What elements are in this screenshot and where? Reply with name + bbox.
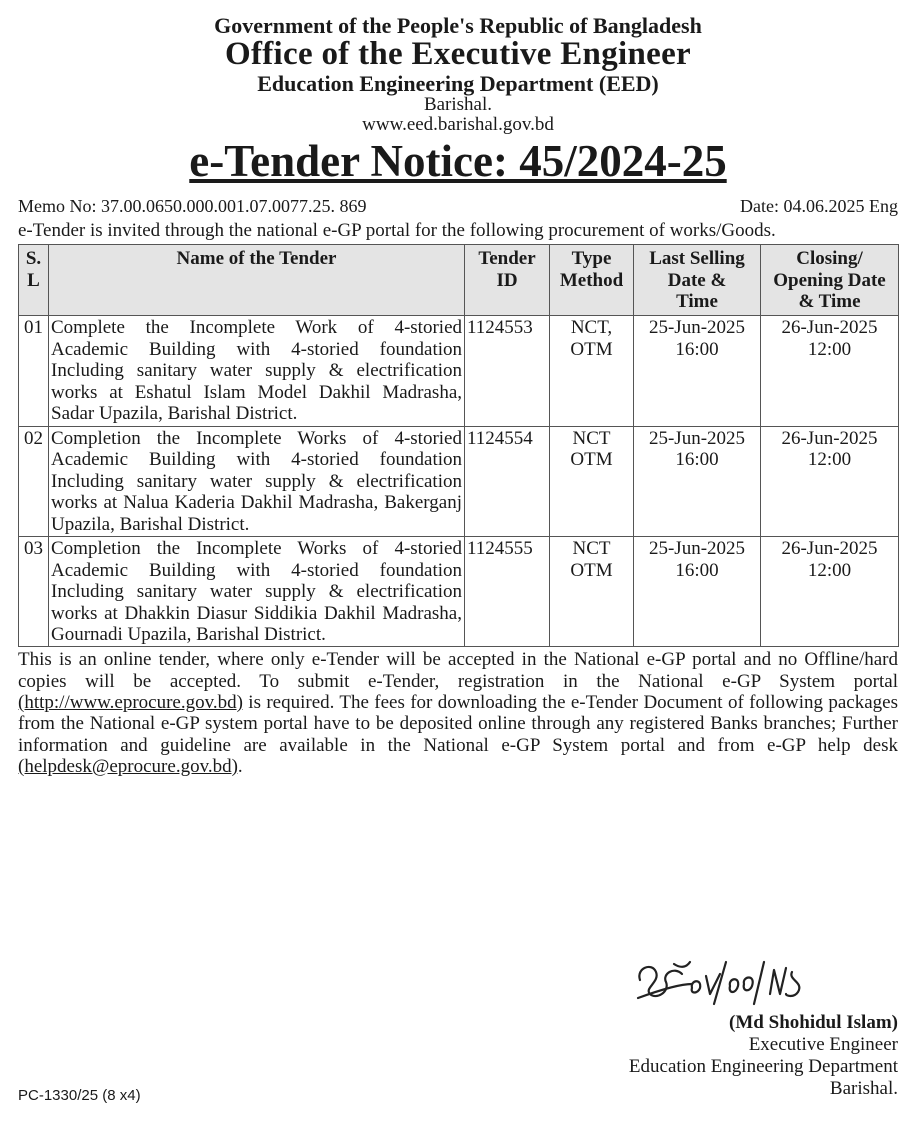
- row-tender-id: 1124553: [465, 316, 550, 426]
- header-closing-line3: & Time: [798, 290, 861, 312]
- row-type-method: [550, 537, 634, 647]
- row-type-line1: NCT,: [570, 317, 613, 339]
- instructions-paragraph: [18, 649, 898, 777]
- row-last-selling: [634, 537, 761, 647]
- row-tender-name: Complete the Incomplete Work of 4-storied Academic Building with 4-storied foundation Including sanitary water supply & electrification works at Eshatul Islam Model Dakhil Madrasha, Sadar Upazila, Barishal District.: [49, 316, 465, 426]
- signatory-name: (Md Shohidul Islam): [729, 1012, 898, 1033]
- row-type-method: [550, 426, 634, 536]
- row-sl: 02: [19, 426, 49, 536]
- signatory-city: Barishal.: [829, 1077, 898, 1099]
- row-last-time: 16:00: [675, 338, 719, 360]
- header-last-selling-line3: Time: [676, 290, 718, 312]
- row-last-selling: [634, 426, 761, 536]
- header-last-selling: [634, 245, 761, 316]
- row-type-line1: NCT: [572, 427, 611, 449]
- row-tender-id: 1124554: [465, 426, 550, 536]
- row-type-line1: NCT: [572, 538, 611, 560]
- row-last-selling: [634, 316, 761, 426]
- row-tender-name: Completion the Incomplete Works of 4-storied Academic Building with 4-storied foundation Including sanitary water supply & electrification works at Dhakkin Diasur Siddikia Dakhil Madrasha, Gournadi Upazila, Barishal District.: [49, 537, 465, 647]
- row-closing: [761, 316, 899, 426]
- tender-notice-page: [18, 14, 898, 777]
- header-sl-line2: L: [27, 269, 40, 291]
- pc-code: PC-1330/25 (8 x4): [18, 1087, 141, 1104]
- row-last-time: 16:00: [675, 559, 719, 581]
- table-row: [19, 426, 899, 536]
- department-title: Education Engineering Department (EED): [257, 70, 659, 96]
- eprocure-link[interactable]: (http://www.eprocure.gov.bd): [18, 692, 243, 714]
- header-type-line1: Type: [571, 248, 612, 270]
- table-row: [19, 316, 899, 426]
- instructions-text-2: is required. The fees for downloading the e-Tender Document of following packages from the National e-GP system portal have to be deposited online through any registered Banks branches; Further information and guideline are available in the National e-GP System portal and from e-GP help desk: [18, 692, 898, 756]
- header-closing-line2: Opening Date: [773, 269, 886, 291]
- table-row: [19, 537, 899, 647]
- row-type-line2: OTM: [570, 449, 613, 471]
- table-header-row: [19, 245, 899, 316]
- row-last-time: 16:00: [675, 449, 719, 471]
- office-city: Barishal.: [423, 93, 493, 115]
- tender-table: [18, 244, 899, 647]
- row-last-date: 25-Jun-2025: [648, 427, 746, 449]
- row-closing: [761, 537, 899, 647]
- row-closing-date: 26-Jun-2025: [781, 427, 878, 449]
- row-sl: 03: [19, 537, 49, 647]
- row-closing-date: 26-Jun-2025: [781, 317, 878, 339]
- intro-text: e-Tender is invited through the national e-GP portal for the following procurement of works/Goods.: [18, 220, 776, 242]
- row-closing-time: 12:00: [807, 338, 852, 360]
- row-tender-id: 1124555: [465, 537, 550, 647]
- instructions-text-1: This is an online tender, where only e-Tender will be accepted in the National e-GP portal and no Offline/hard copies will be accepted. To submit e-Tender, registration in the National e-GP System portal: [18, 649, 898, 692]
- header-last-selling-line1: Last Selling: [649, 248, 745, 270]
- instructions-text-3: .: [237, 755, 243, 777]
- header-sl: [19, 245, 49, 316]
- row-closing: [761, 426, 899, 536]
- header-closing-opening: [761, 245, 899, 316]
- row-type-line2: OTM: [570, 338, 613, 360]
- notice-title: e-Tender Notice: 45/2024-25: [189, 135, 727, 186]
- helpdesk-email-link[interactable]: (helpdesk@eprocure.gov.bd): [18, 755, 238, 777]
- letterhead: [18, 14, 898, 135]
- row-type-line2: OTM: [570, 559, 613, 581]
- government-title: Government of the People's Republic of Bangladesh: [214, 13, 702, 38]
- row-closing-date: 26-Jun-2025: [781, 538, 878, 560]
- row-tender-name: Completion the Incomplete Works of 4-storied Academic Building with 4-storied foundation Including sanitary water supply & electrification works at Nalua Kaderia Dakhil Madrasha, Bakerganj Upazila, Barishal District.: [49, 426, 465, 536]
- signature-block: [552, 954, 898, 1099]
- row-closing-time: 12:00: [807, 559, 852, 581]
- header-tender-id: [465, 245, 550, 316]
- memo-number: Memo No: 37.00.0650.000.001.07.0077.25. 869: [18, 196, 367, 217]
- header-type-line2: Method: [559, 269, 624, 291]
- row-type-method: [550, 316, 634, 426]
- header-name: Name of the Tender: [49, 245, 465, 316]
- header-last-selling-line2: Date &: [667, 269, 727, 291]
- office-title: Office of the Executive Engineer: [225, 36, 691, 73]
- header-tender-id-line1: Tender: [478, 248, 536, 270]
- memo-row: [18, 196, 898, 217]
- memo-date: Date: 04.06.2025 Eng: [740, 196, 898, 217]
- row-closing-time: 12:00: [807, 449, 852, 471]
- header-tender-id-line2: ID: [496, 269, 518, 291]
- row-sl: 01: [19, 316, 49, 426]
- header-sl-line1: S.: [25, 248, 42, 270]
- signatory-title: Executive Engineer: [748, 1033, 898, 1055]
- header-closing-line1: Closing/: [796, 248, 863, 270]
- row-last-date: 25-Jun-2025: [648, 317, 746, 339]
- header-type-method: [550, 245, 634, 316]
- website-link[interactable]: www.eed.barishal.gov.bd: [362, 113, 554, 135]
- handwritten-signature: [630, 954, 830, 1010]
- signatory-department: Education Engineering Department: [628, 1055, 898, 1077]
- row-last-date: 25-Jun-2025: [648, 538, 746, 560]
